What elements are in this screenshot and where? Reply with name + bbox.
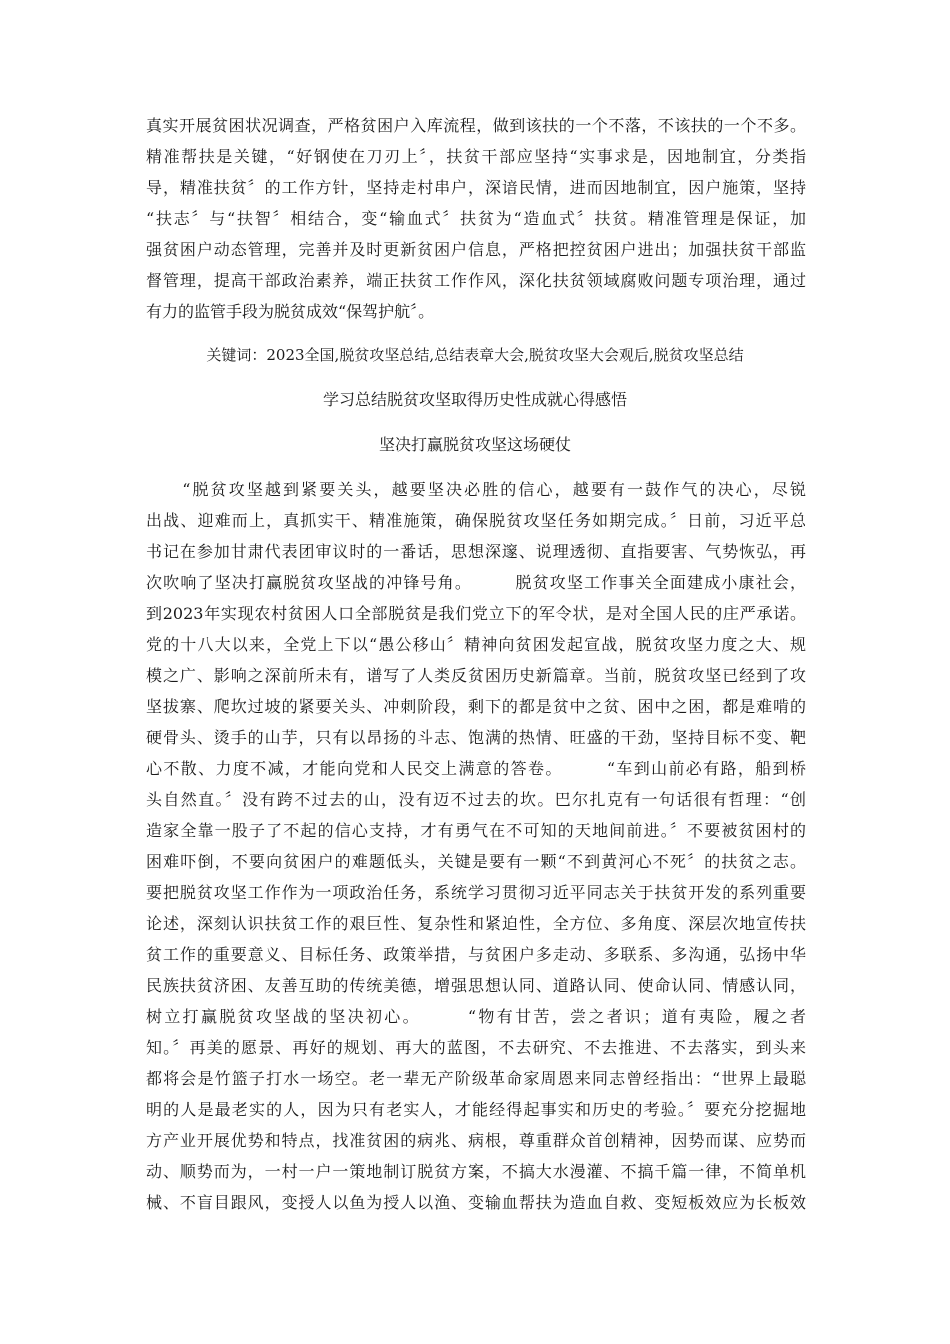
article-subtitle: 坚决打赢脱贫攻坚这场硬仗: [378, 435, 571, 454]
body-line: 械、不盲目跟风，变授人以鱼为授人以渔、变输血帮扶为造血自救、变短板效应为长板效: [146, 1193, 806, 1212]
intro-line: “扶志〞与“扶智〞相结合，变“输血式〞扶贫为“造血式〞扶贫。精准管理是保证，加: [146, 209, 806, 228]
intro-line: 有力的监管手段为脱贫成效“保驾护航〞。: [146, 302, 435, 321]
body-line: 困难吓倒，不要向贫困户的难题低头，关键是要有一颗“不到黄河心不死〞的扶贫之志。: [146, 852, 806, 871]
body-line: 知。〞再美的愿景、再好的规划、再大的蓝图，不去研究、不去推进、不去落实，到头来: [146, 1038, 806, 1057]
body-line: “脱贫攻坚越到紧要关头，越要坚决必胜的信心，越要有一鼓作气的决心，尽锐: [146, 480, 806, 499]
body-line: 心不散、力度不减，才能向党和人民交上满意的答卷。 “车到山前必有路，船到桥: [146, 759, 806, 778]
body-line: 要把脱贫攻坚工作作为一项政治任务，系统学习贯彻习近平同志关于扶贫开发的系列重要: [146, 883, 806, 902]
body-line: 党的十八大以来，全党上下以“愚公移山〞精神向贫困发起宣战，脱贫攻坚力度之大、规: [146, 635, 806, 654]
body-line: 次吹响了坚决打赢脱贫攻坚战的冲锋号角。 脱贫攻坚工作事关全面建成小康社会，: [146, 573, 806, 592]
article-title: 学习总结脱贫攻坚取得历史性成就心得感悟: [322, 390, 627, 409]
body-line: 出战、迎难而上，真抓实干、精准施策，确保脱贫攻坚任务如期完成。〞日前，习近平总: [146, 511, 806, 530]
body-line: 明的人是最老实的人，因为只有老实人，才能经得起事实和历史的考验。〞要充分挖掘地: [146, 1100, 806, 1119]
intro-line: 精准帮扶是关键，“好钢使在刀刃上〞，扶贫干部应坚持“实事求是，因地制宜，分类指: [146, 147, 806, 166]
body-line: 树立打赢脱贫攻坚战的坚决初心。 “物有甘苦，尝之者识；道有夷险，履之者: [146, 1007, 806, 1026]
body-line: 书记在参加甘肃代表团审议时的一番话，思想深邃、说理透彻、直指要害、气势恢弘，再: [146, 542, 806, 561]
body-line: 造家全靠一股子了不起的信心支持，才有勇气在不可知的天地间前进。〞不要被贫困村的: [146, 821, 806, 840]
body-line: 都将会是竹篮子打水一场空。老一辈无产阶级革命家周恩来同志曾经指出：“世界上最聪: [146, 1069, 806, 1088]
intro-line: 导，精准扶贫〞的工作方针，坚持走村串户，深谙民情，进而因地制宜，因户施策，坚持: [146, 178, 806, 197]
body-line: 硬骨头、烫手的山芋，只有以昂扬的斗志、饱满的热情、旺盛的干劲，坚持目标不变、靶: [146, 728, 806, 747]
body-line: 论述，深刻认识扶贫工作的艰巨性、复杂性和紧迫性，全方位、多角度、深层次地宣传扶: [146, 914, 806, 933]
body-line: 民族扶贫济困、友善互助的传统美德，增强思想认同、道路认同、使命认同、情感认同，: [146, 976, 806, 995]
body-line: 模之广、影响之深前所未有，谱写了人类反贫困历史新篇章。当前，脱贫攻坚已经到了攻: [146, 666, 806, 685]
keywords: 关键词：2023全国,脱贫攻坚总结,总结表章大会,脱贫攻坚大会观后,脱贫攻坚总结: [206, 346, 744, 364]
body-line: 动、顺势而为，一村一户一策地制订脱贫方案，不搞大水漫灌、不搞千篇一律，不简单机: [146, 1162, 806, 1181]
intro-line: 真实开展贫困状况调查，严格贫困户入库流程，做到该扶的一个不落，不该扶的一个不多。: [146, 116, 806, 135]
intro-line: 强贫困户动态管理，完善并及时更新贫困户信息，严格把控贫困户进出；加强扶贫干部监: [146, 240, 806, 259]
body-line: 到2023年实现农村贫困人口全部脱贫是我们党立下的军令状，是对全国人民的庄严承诺。: [146, 604, 806, 623]
body-line: 坚拔寨、爬坎过坡的紧要关头、冲刺阶段，剩下的都是贫中之贫、困中之困，都是难啃的: [146, 697, 806, 716]
body-line: 贫工作的重要意义、目标任务、政策举措，与贫困户多走动、多联系、多沟通，弘扬中华: [146, 945, 806, 964]
body-line: 方产业开展优势和特点，找准贫困的病兆、病根，尊重群众首创精神，因势而谋、应势而: [146, 1131, 806, 1150]
body-line: 头自然直。〞没有跨不过去的山，没有迈不过去的坎。巴尔扎克有一句话很有哲理：“创: [146, 790, 806, 809]
intro-line: 督管理，提高干部政治素养，端正扶贫工作作风，深化扶贫领域腐败问题专项治理，通过: [146, 271, 806, 290]
